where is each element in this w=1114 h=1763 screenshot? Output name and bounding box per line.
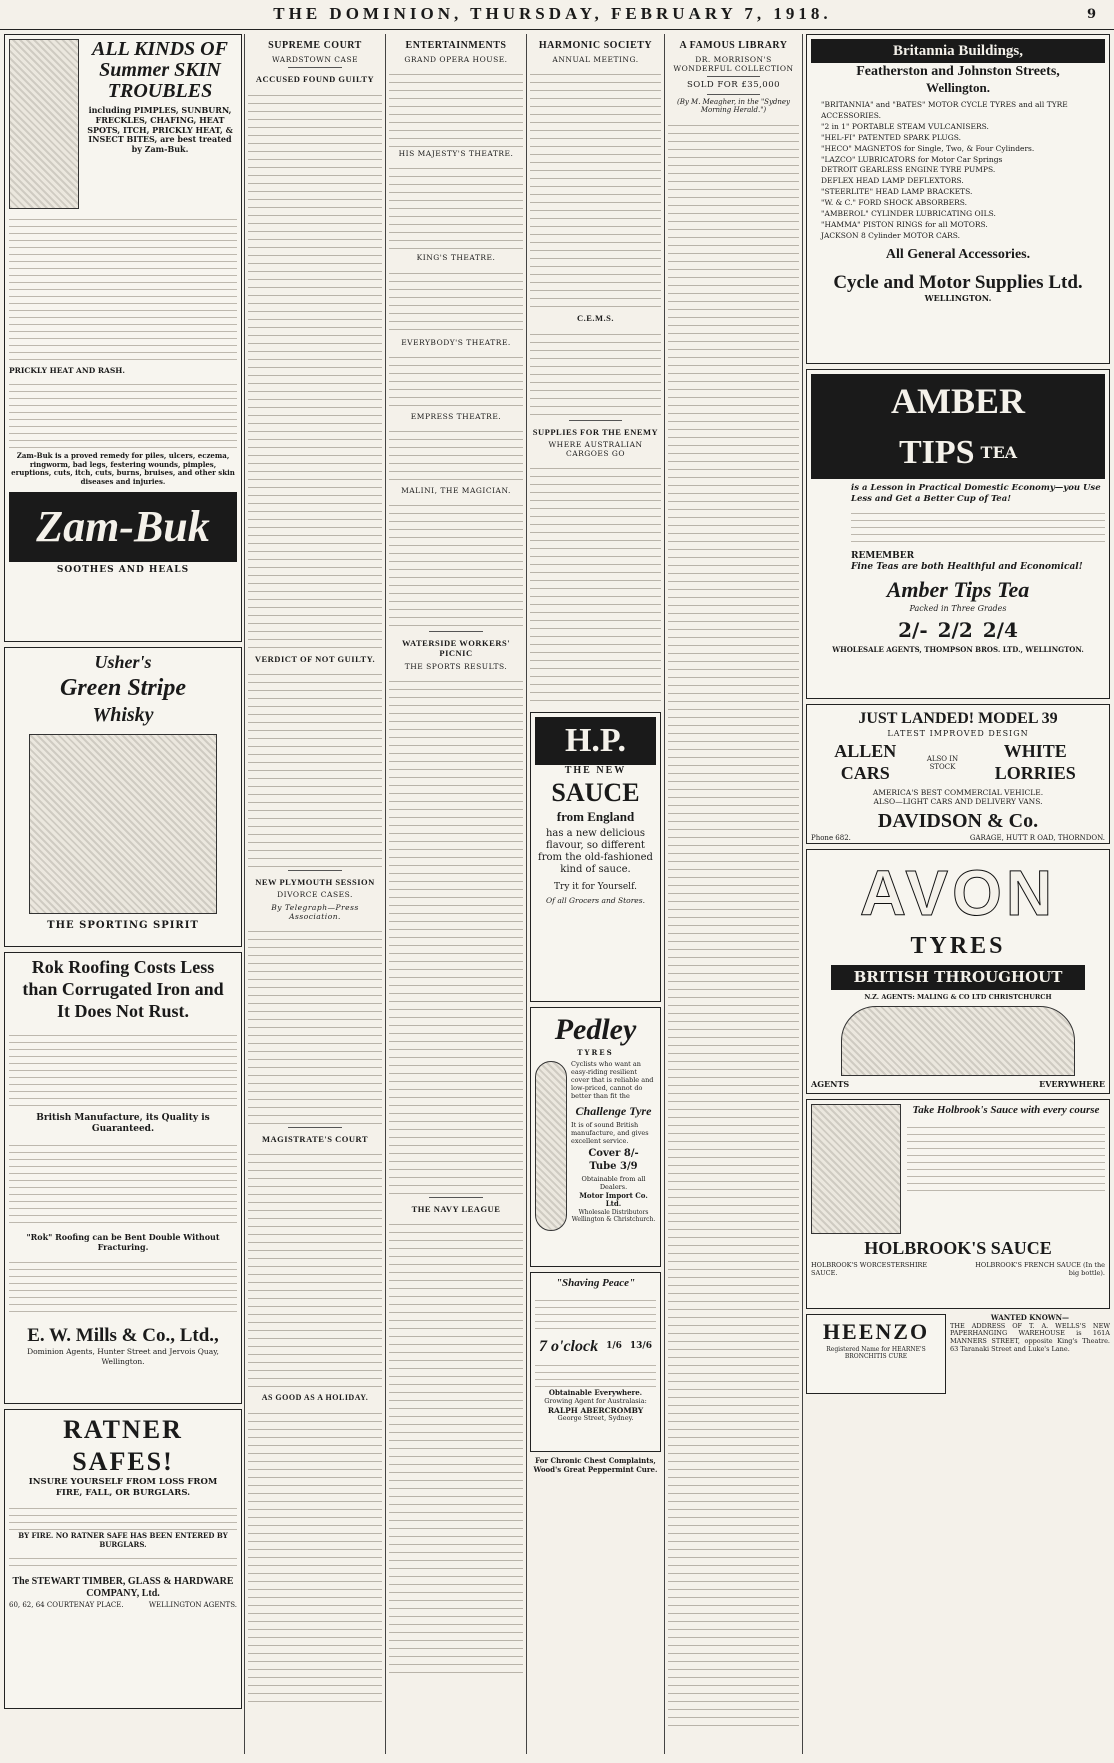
- britannia-item: JACKSON 8 Cylinder MOTOR CARS.: [821, 230, 961, 240]
- malini-text: [389, 498, 523, 628]
- britannia-l3: Wellington.: [926, 80, 990, 96]
- tyre-arch-illustration: [841, 1006, 1075, 1076]
- library-article-text: [668, 118, 799, 1728]
- zambuk-ad: [4, 34, 242, 642]
- britannia-l1: Britannia Buildings,: [811, 39, 1105, 63]
- his-majestys-text: [389, 161, 523, 251]
- rok-firm: E. W. Mills & Co., Ltd.,: [27, 1325, 219, 1347]
- australian-cargoes-sub: WHERE AUSTRALIAN CARGOES GO: [548, 440, 643, 459]
- harmonic-society-heading: HARMONIC SOCIETY: [538, 40, 653, 51]
- zambuk-tag: SOOTHES AND HEALS: [56, 565, 190, 576]
- byline: (By M. Meagher, in the "Sydney Morning Herald."): [676, 97, 791, 115]
- allen-l4: WHITE LORRIES: [994, 741, 1076, 784]
- column-2: [248, 34, 382, 1750]
- allen-phone: Phone 682.: [811, 833, 851, 842]
- amber-l7: Amber Tips Tea: [886, 577, 1030, 603]
- annual-meeting-sub: ANNUAL MEETING.: [552, 55, 639, 65]
- britannia-item: "BRITANNIA" and "BATES" MOTOR CYCLE TYRES and all TYRE ACCESSORIES.: [821, 100, 1068, 121]
- column-1: [4, 34, 242, 1714]
- britannia-item: "AMBEROL" CYLINDER LUBRICATING OILS.: [821, 208, 996, 218]
- opera-text: [389, 67, 523, 147]
- britannia-item: "W. & C." FORD SHOCK ABSORBERS.: [821, 198, 968, 208]
- allen-firm: DAVIDSON & Co.: [877, 810, 1039, 833]
- amber-l4: is a Lesson in Practical Domestic Economy—you Use Less and Get a Better Cup of Tea!: [851, 483, 1101, 504]
- amber-price-2: 2/2: [937, 617, 973, 642]
- amber-body: [851, 507, 1105, 547]
- picnic-text: [389, 674, 523, 1194]
- zambuk-sub: including PIMPLES, SUNBURN, FRECKLES, CHAFING, HEAT SPOTS, ITCH, PRICKLY HEAT, & INSECT BITES, are best treated by Zam-Buk.: [87, 105, 233, 154]
- shaving-l3: RALPH ABERCROMBY: [547, 1405, 644, 1415]
- empress-sub: EMPRESS THEATRE.: [410, 411, 502, 421]
- wardstown-subheading: WARDSTOWN CASE: [271, 55, 359, 65]
- pedley-firm2: Wholesale Distributors: [578, 1208, 649, 1216]
- not-guilty-heading: VERDICT OF NOT GUILTY.: [254, 653, 376, 664]
- shaving-peace-ad: [530, 1272, 661, 1452]
- empress-text: [389, 424, 523, 484]
- hp-line2: THE NEW: [564, 764, 627, 776]
- britannia-item: "HECO" MAGNETOS for Single, Two, & Four Cylinders.: [821, 143, 1035, 153]
- rok-line2: than Corrugated Iron and: [22, 978, 224, 999]
- rok-address: Dominion Agents, Hunter Street and Jervois Quay, Wellington.: [27, 1347, 219, 1366]
- britannia-city: WELLINGTON.: [924, 292, 992, 303]
- amber-l6: Fine Teas are both Healthful and Economical!: [851, 562, 1083, 573]
- avon-l1: AVON: [859, 857, 1057, 929]
- pedley-tyre-ad: [530, 1007, 661, 1267]
- britannia-l2: Featherston and Johnston Streets,: [856, 64, 1060, 80]
- britannia-item: DEFLEX HEAD LAMP DEFLEXTORS.: [821, 176, 964, 186]
- heenzo-ad: [806, 1314, 946, 1394]
- ratner-line3: BY FIRE. NO RATNER SAFE HAS BEEN ENTERED BY BURGLARS.: [18, 1531, 228, 1549]
- column-rule: [385, 34, 386, 1754]
- holbrooks-sauce-ad: [806, 1099, 1110, 1309]
- allen-l3: ALLEN CARS: [834, 741, 897, 784]
- cems-text: [530, 327, 661, 417]
- hp-line5: has a new delicious flavour, so different from the old-fashioned kind of sauce.: [538, 827, 653, 876]
- hp-line3: SAUCE: [551, 777, 640, 807]
- new-plymouth-heading: NEW PLYMOUTH SESSION: [255, 877, 375, 888]
- amber-tips-tea-ad: [806, 369, 1110, 699]
- britannia-buildings-ad: [806, 34, 1110, 364]
- rok-mid2: "Rok" Roofing can be Bent Double Without Fracturing.: [26, 1231, 220, 1252]
- zambuk-headline: ALL KINDS OF Summer SKIN TROUBLES: [92, 38, 228, 102]
- magistrates-court-heading: MAGISTRATE'S COURT: [261, 1133, 369, 1144]
- rok-body-text-2: [9, 1139, 237, 1229]
- column-5: [668, 34, 799, 1750]
- column-rule: [802, 34, 803, 1754]
- column-4: [530, 34, 661, 1750]
- hp-line7: Of all Grocers and Stores.: [546, 896, 645, 906]
- avon-l5: AGENTS: [811, 1078, 850, 1089]
- column-3: [389, 34, 523, 1750]
- wanted-known-heading: WANTED KNOWN—: [990, 1313, 1070, 1322]
- column-rule: [664, 34, 665, 1754]
- britannia-l4: All General Accessories.: [885, 246, 1031, 262]
- kings-theatre-sub: KING'S THEATRE.: [416, 253, 496, 263]
- zambuk-body-text: [9, 213, 237, 363]
- horse-rider-illustration: [29, 734, 217, 914]
- allen-cars-ad: [806, 704, 1110, 844]
- divorce-cases-sub: DIVORCE CASES.: [277, 890, 353, 900]
- entertainments-heading: ENTERTAINMENTS: [405, 40, 507, 51]
- rok-body-text: [9, 1029, 237, 1109]
- bottom-ads-row: [806, 1314, 1110, 1399]
- malini-sub: MALINI, THE MAGICIAN.: [401, 485, 511, 495]
- everybodys-text: [389, 350, 523, 410]
- price-2: 13/6: [629, 1341, 652, 1351]
- amber-price-1: 2/-: [898, 617, 928, 642]
- heenzo-brand: HEENZO: [822, 1319, 930, 1344]
- avon-tyres-ad: [806, 849, 1110, 1094]
- rok-line1: Rok Roofing Costs Less: [31, 957, 215, 977]
- britannia-item: "HEL-FI" PATENTED SPARK PLUGS.: [821, 132, 961, 142]
- his-majestys-sub: HIS MAJESTY'S THEATRE.: [398, 149, 514, 159]
- cough-l2: Wood's Great Peppermint Cure.: [533, 1464, 658, 1474]
- holiday-text: [248, 1406, 382, 1706]
- pedley-brand: Pedley: [554, 1013, 637, 1047]
- avon-l6: EVERYWHERE: [1039, 1078, 1105, 1089]
- zambuk-footer: Zam-Buk is a proved remedy for piles, ulcers, eczema, ringworm, bad legs, festering wounds, pimples, eruptions, cuts, itch, cuts, burns, bruises, and other skin diseases and injuries.: [11, 451, 235, 486]
- wanted-known-notice: [950, 1314, 1110, 1399]
- shaving-body: [535, 1294, 656, 1334]
- zambuk-heading2: PRICKLY HEAT AND RASH.: [9, 366, 125, 375]
- shaving-body-2: [535, 1359, 656, 1389]
- navy-league-heading: THE NAVY LEAGUE: [411, 1203, 501, 1214]
- amber-agents: WHOLESALE AGENTS, THOMPSON BROS. LTD., WELLINGTON.: [832, 645, 1084, 654]
- ratner-agents: WELLINGTON AGENTS.: [148, 1600, 237, 1609]
- pedley-price1: Cover 8/-: [588, 1148, 639, 1160]
- allen-address: GARAGE, HUTT R OAD, THORNDON.: [969, 833, 1105, 842]
- grand-opera-house-sub: GRAND OPERA HOUSE.: [404, 55, 508, 65]
- rok-mid: British Manufacture, its Quality is Guaranteed.: [36, 1112, 210, 1134]
- allen-l5: AMERICA'S BEST COMMERCIAL VEHICLE.: [872, 788, 1044, 798]
- harmonic-text: [530, 67, 661, 307]
- amber-l2: TIPS: [898, 433, 975, 471]
- shaving-l4: George Street, Sydney.: [557, 1413, 634, 1422]
- cems-heading: C.E.M.S.: [576, 313, 615, 324]
- britannia-items: [811, 100, 1105, 241]
- holbrook-l3: HOLBROOK'S WORCESTERSHIRE SAUCE.: [811, 1260, 928, 1277]
- holbrook-l2: HOLBROOK'S SAUCE: [864, 1238, 1052, 1258]
- britannia-item: "HAMMA" PISTON RINGS for all MOTORS.: [821, 219, 988, 229]
- morrison-collection-sub: DR. MORRISON'S WONDERFUL COLLECTION: [673, 55, 794, 74]
- pedley-mfr: It is of sound British manufacture, and gives excellent service.: [571, 1120, 649, 1145]
- avon-l3: BRITISH THROUGHOUT: [831, 965, 1085, 989]
- zambuk-brand: Zam-Buk: [9, 492, 237, 562]
- rok-body-text-3: [9, 1256, 237, 1316]
- magistrates-text: [248, 1147, 382, 1387]
- ushers-type: Whisky: [92, 704, 154, 727]
- navy-league-text: [389, 1217, 523, 1677]
- pedley-product: Challenge Tyre: [575, 1104, 652, 1119]
- amber-price-3: 2/4: [982, 617, 1018, 642]
- amber-l1: AMBER: [891, 381, 1025, 421]
- cough-l1: For Chronic Chest Complaints,: [535, 1456, 656, 1466]
- tyre-illustration: [535, 1061, 567, 1231]
- britannia-item: "STEERLITE" HEAD LAMP BRACKETS.: [821, 187, 973, 197]
- ratner-address: 60, 62, 64 COURTENAY PLACE.: [9, 1600, 124, 1609]
- rok-line3: It Does Not Rust.: [57, 1000, 189, 1021]
- allen-l3b: ALSO IN STOCK: [926, 754, 959, 772]
- accused-found-guilty-heading: ACCUSED FOUND GUILTY: [255, 74, 375, 85]
- pedley-where: Obtainable from all Dealers.: [581, 1174, 646, 1191]
- waterside-picnic-heading: WATERSIDE WORKERS' PICNIC: [401, 638, 511, 659]
- avon-l4: N.Z. AGENTS: MALING & CO LTD CHRISTCHURCH: [864, 992, 1052, 1001]
- amber-l8: Packed in Three Grades: [909, 603, 1007, 613]
- amber-l3: TEA: [980, 442, 1018, 462]
- ratner-body: [9, 1502, 237, 1532]
- masthead: [0, 0, 1114, 30]
- ratner-body-2: [9, 1552, 237, 1572]
- seven-oclock-brand: 7 o'clock: [539, 1337, 599, 1355]
- zambuk-testimonial: [9, 378, 237, 448]
- shaving-title: "Shaving Peace": [555, 1277, 636, 1290]
- britannia-item: DETROIT GEARLESS ENGINE TYRE PUMPS.: [821, 165, 996, 175]
- supplies-enemy-heading: SUPPLIES FOR THE ENEMY: [532, 426, 659, 437]
- allen-l1: JUST LANDED! MODEL 39: [858, 710, 1058, 727]
- column-rule: [244, 34, 245, 1754]
- court-article-text: [248, 88, 382, 648]
- pedley-sub: TYRES: [577, 1047, 614, 1057]
- supplies-text: [530, 461, 661, 706]
- ratner-line1: INSURE YOURSELF FROM LOSS FROM: [28, 1477, 218, 1488]
- pedley-firm: Motor Import Co. Ltd.: [579, 1190, 648, 1209]
- allen-l6: ALSO—LIGHT CARS AND DELIVERY VANS.: [873, 797, 1043, 807]
- pedley-city: Wellington & Christchurch.: [571, 1216, 656, 1224]
- pedley-price2: Tube 3/9: [589, 1160, 638, 1172]
- ratner-line2: FIRE, FALL, OR BURGLARS.: [55, 1487, 191, 1498]
- everybodys-sub: EVERYBODY'S THEATRE.: [401, 337, 511, 347]
- ratner-safes-ad: [4, 1409, 242, 1709]
- pedley-line: Cyclists who want an easy-riding resilient cover that is reliable and low-priced, cannot do better than fit the: [571, 1060, 654, 1101]
- hp-line1: H.P.: [535, 717, 656, 764]
- ushers-ad: [4, 647, 242, 947]
- shaving-l1: Obtainable Everywhere.: [548, 1388, 643, 1398]
- ratner-firm: The STEWART TIMBER, GLASS & HARDWARE COMPANY, Ltd.: [12, 1576, 234, 1600]
- ushers-product: Green Stripe: [60, 674, 186, 701]
- holbrook-l4: HOLBROOK'S FRENCH SAUCE (In the big bottle).: [975, 1260, 1105, 1277]
- page-number: 9: [1086, 6, 1096, 22]
- avon-l2: TYRES: [910, 933, 1006, 960]
- amber-l5: REMEMBER: [851, 551, 915, 562]
- holbrook-l1: Take Holbrook's Sauce with every course: [912, 1104, 1100, 1116]
- ratner-title: RATNER SAFES!: [63, 1415, 183, 1476]
- not-guilty-text: [248, 667, 382, 867]
- price-1: 1/6: [606, 1341, 622, 1351]
- famous-library-heading: A FAMOUS LIBRARY: [679, 40, 788, 51]
- woman-illustration: [9, 39, 79, 209]
- hp-sauce-ad: [530, 712, 661, 1002]
- ushers-tag: THE SPORTING SPIRIT: [47, 919, 199, 931]
- divorce-text: [248, 924, 382, 1124]
- holbrook-body: [907, 1121, 1105, 1191]
- britannia-item: "2 in 1" PORTABLE STEAM VULCANISERS.: [821, 121, 989, 131]
- britannia-firm: Cycle and Motor Supplies Ltd.: [833, 271, 1083, 293]
- column-6: [806, 34, 1110, 1750]
- hp-line4: from England: [556, 808, 635, 824]
- heenzo-sub: Registered Name for HEARNE'S BRONCHITIS CURE: [826, 1345, 926, 1361]
- press-association-sub: By Telegraph—Press Association.: [271, 902, 359, 921]
- good-as-holiday-heading: AS GOOD AS A HOLIDAY.: [261, 1393, 369, 1403]
- shaving-l2: Growing Agent for Australasia:: [544, 1396, 647, 1405]
- chef-illustration: [811, 1104, 901, 1234]
- sold-sub: SOLD FOR £35,000: [686, 80, 781, 91]
- supreme-court-heading: SUPREME COURT: [268, 40, 362, 51]
- rok-roofing-ad: [4, 952, 242, 1404]
- amber-prices: [811, 618, 1105, 642]
- hp-line6: Try it for Yourself.: [554, 882, 637, 893]
- britannia-item: "LAZCO" LUBRICATORS for Motor Car Springs: [821, 154, 1003, 164]
- column-rule: [526, 34, 527, 1754]
- kings-text: [389, 266, 523, 336]
- masthead-title: THE DOMINION, THURSDAY, FEBRUARY 7, 1918.: [273, 4, 832, 24]
- ushers-brand: Usher's: [94, 652, 152, 672]
- wanted-known-text: THE ADDRESS OF T. A. WELLS'S NEW PAPERHANGING WAREHOUSE is 161A MANNERS STREET, opposite King's Theatre. 63 Taranaki Street and Luke's Lane.: [950, 1321, 1110, 1354]
- allen-l2: LATEST IMPROVED DESIGN: [887, 728, 1029, 738]
- sports-results-sub: THE SPORTS RESULTS.: [404, 661, 508, 671]
